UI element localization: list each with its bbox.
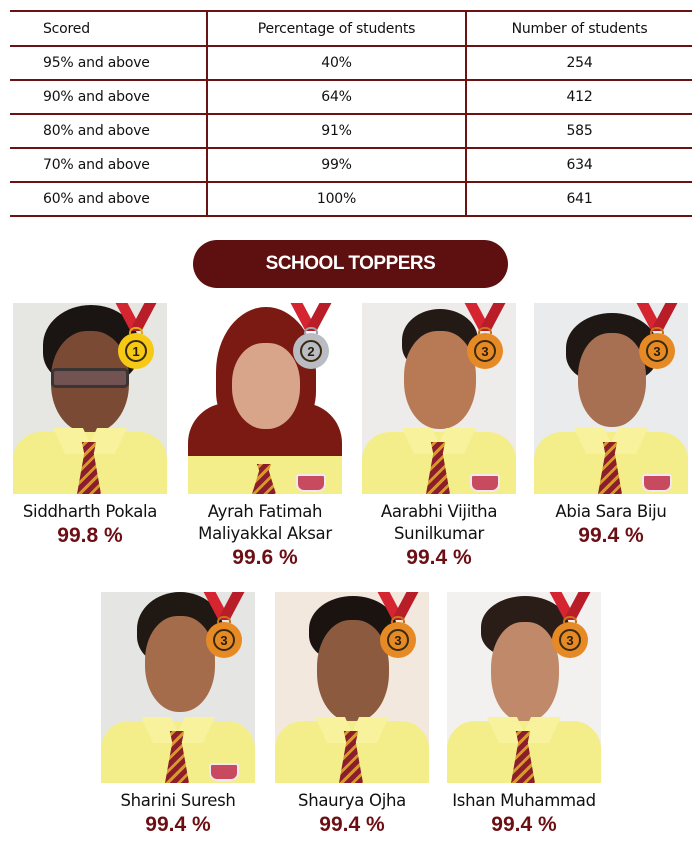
student-photo [275, 592, 429, 783]
topper-card [101, 592, 255, 838]
header-scored: Scored [10, 11, 207, 46]
topper-score: 99.6 % [232, 546, 298, 569]
cell-number: 634 [466, 148, 692, 182]
cell-percentage: 100% [207, 182, 466, 216]
cell-percentage: 91% [207, 114, 466, 148]
medal-rank: 3 [387, 629, 409, 651]
student-photo [13, 303, 167, 494]
medal-bronze-icon [551, 592, 589, 658]
topper-card [13, 303, 167, 549]
medal-rank: 1 [125, 340, 147, 362]
medal-bronze-icon [466, 303, 504, 369]
topper-card [188, 303, 342, 571]
topper-card [362, 303, 516, 571]
school-crest-icon [296, 474, 326, 492]
results-table [10, 10, 692, 217]
topper-score: 99.4 % [578, 524, 644, 547]
medal-bronze-icon [205, 592, 243, 658]
medal-rank: 3 [559, 629, 581, 651]
cell-scored: 95% and above [10, 46, 207, 80]
medal-gold-icon [117, 303, 155, 369]
cell-percentage: 40% [207, 46, 466, 80]
topper-card [534, 303, 688, 549]
student-photo [188, 303, 342, 494]
school-toppers-banner: SCHOOL TOPPERS [193, 240, 508, 288]
topper-score: 99.4 % [145, 813, 211, 836]
topper-score: 99.4 % [406, 546, 472, 569]
topper-card [275, 592, 429, 838]
student-photo [447, 592, 601, 783]
student-photo [362, 303, 516, 494]
medal-rank: 3 [474, 340, 496, 362]
medal-bronze-icon [638, 303, 676, 369]
topper-name: Abia Sara Biju [555, 502, 667, 521]
glasses-icon [51, 368, 129, 388]
topper-score: 99.8 % [57, 524, 123, 547]
cell-scored: 80% and above [10, 114, 207, 148]
cell-scored: 90% and above [10, 80, 207, 114]
topper-name: Shaurya Ojha [298, 791, 406, 810]
topper-card [447, 592, 601, 838]
medal-rank: 3 [213, 629, 235, 651]
topper-name: Aarabhi Vijitha Sunilkumar [380, 502, 498, 543]
medal-rank: 2 [300, 340, 322, 362]
topper-name: Ayrah Fatimah Maliyakkal Aksar [198, 502, 332, 543]
header-percentage: Percentage of students [207, 11, 466, 46]
school-crest-icon [470, 474, 500, 492]
header-number: Number of students [466, 11, 692, 46]
cell-number: 254 [466, 46, 692, 80]
table-header-row [10, 11, 692, 46]
topper-name: Siddharth Pokala [22, 502, 158, 521]
topper-score: 99.4 % [319, 813, 385, 836]
student-photo [101, 592, 255, 783]
school-crest-icon [209, 763, 239, 781]
cell-scored: 70% and above [10, 148, 207, 182]
topper-name: Ishan Muhammad [452, 791, 596, 810]
cell-scored: 60% and above [10, 182, 207, 216]
cell-percentage: 99% [207, 148, 466, 182]
topper-score: 99.4 % [491, 813, 557, 836]
cell-percentage: 64% [207, 80, 466, 114]
cell-number: 641 [466, 182, 692, 216]
cell-number: 585 [466, 114, 692, 148]
table-row [10, 148, 692, 182]
topper-name: Sharini Suresh [120, 791, 236, 810]
table-row [10, 46, 692, 80]
medal-rank: 3 [646, 340, 668, 362]
medal-bronze-icon [379, 592, 417, 658]
school-crest-icon [642, 474, 672, 492]
medal-silver-icon [292, 303, 330, 369]
table-row [10, 182, 692, 216]
table-row [10, 80, 692, 114]
table-row [10, 114, 692, 148]
cell-number: 412 [466, 80, 692, 114]
student-photo [534, 303, 688, 494]
